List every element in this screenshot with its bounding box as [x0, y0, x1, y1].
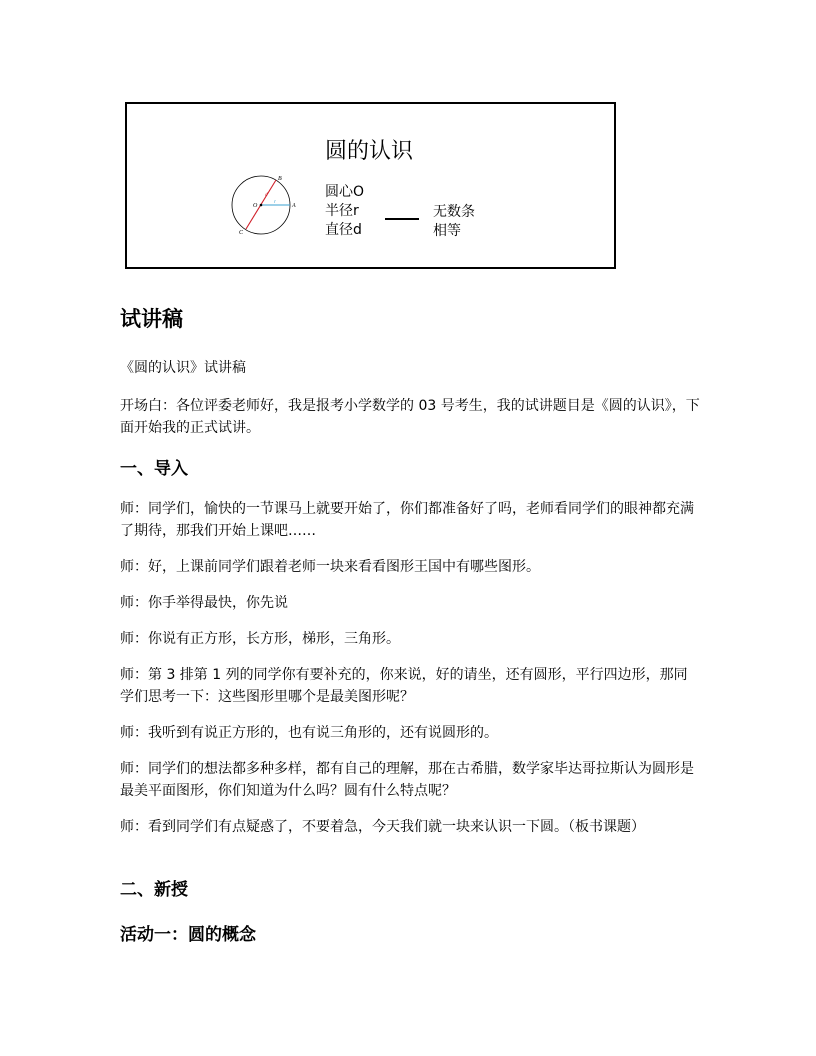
label-c: C [239, 230, 244, 236]
script-subtitle: 《圆的认识》试讲稿 [120, 360, 246, 376]
label-r: r [274, 200, 276, 205]
board-terms [325, 183, 364, 240]
blackboard-summary [125, 102, 616, 269]
opening-remarks: 开场白：各位评委老师好，我是报考小学数学的 03 号考生，我的试讲题目是《圆的认识》，下面开始我的正式试讲。 [120, 398, 700, 436]
paragraph: 师：好，上课前同学们跟着老师一块来看看图形王国中有哪些图形。 [120, 559, 540, 575]
paragraph: 师：看到同学们有点疑惑了，不要着急，今天我们就一块来认识一下圆。（板书课题） [120, 819, 645, 835]
circle-diagram [228, 170, 308, 240]
board-dash-connector [385, 218, 419, 220]
board-properties [433, 203, 475, 241]
paragraph: 师：你说有正方形，长方形，梯形，三角形。 [120, 631, 400, 647]
paragraph: 师：第 3 排第 1 列的同学你有要补充的，你来说，好的请坐，还有圆形，平行四边形，那同学们思考一下：这些图形里哪个是最美图形呢？ [120, 667, 688, 705]
label-a: A [292, 203, 296, 209]
paragraph: 师：你手举得最快，你先说 [120, 595, 288, 611]
board-property-infinite: 无数条 [433, 204, 475, 220]
center-dot [260, 204, 263, 207]
board-property-equal: 相等 [433, 223, 461, 239]
page-title: 试讲稿 [120, 307, 183, 331]
section-heading-intro: 一、导入 [120, 459, 188, 479]
paragraph: 师：同学们的想法都多种多样，都有自己的理解，那在古希腊，数学家毕达哥拉斯认为圆形是最美平面图形，你们知道为什么吗？圆有什么特点呢？ [120, 761, 694, 799]
board-title: 圆的认识 [325, 139, 414, 164]
section-heading-new-lesson: 二、新授 [120, 880, 188, 900]
label-b: B [278, 176, 282, 182]
label-o: O [253, 203, 258, 209]
board-term-diameter: 直径d [325, 222, 362, 238]
board-term-center: 圆心O [325, 184, 365, 200]
activity-heading: 活动一：圆的概念 [120, 925, 256, 945]
board-term-radius: 半径r [325, 203, 359, 219]
paragraph: 师：我听到有说正方形的，也有说三角形的，还有说圆形的。 [120, 725, 498, 741]
label-d: d [265, 193, 268, 198]
paragraph: 师：同学们，愉快的一节课马上就要开始了，你们都准备好了吗，老师看同学们的眼神都充满了期待，那我们开始上课吧…… [120, 501, 694, 539]
